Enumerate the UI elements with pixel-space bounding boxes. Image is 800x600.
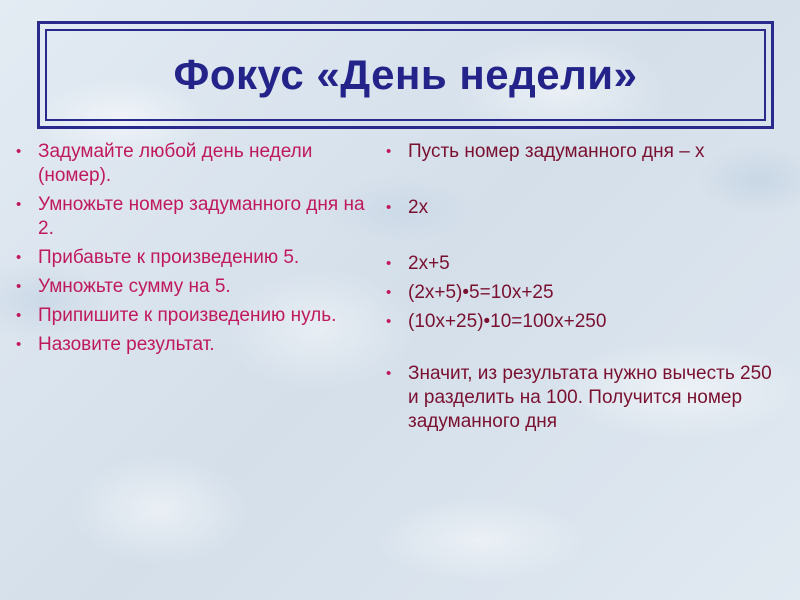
instruction-text: Умножьте номер задуманного дня на 2.: [38, 194, 365, 239]
solution-text: 2х+5: [408, 253, 450, 274]
solution-item: [384, 252, 784, 276]
bullet-icon: •: [16, 307, 22, 324]
bullet-icon: •: [386, 143, 392, 160]
instruction-item: [14, 140, 374, 188]
instruction-item: [14, 246, 374, 270]
bullet-icon: •: [386, 365, 392, 382]
bullet-icon: •: [16, 143, 22, 160]
bullet-icon: •: [386, 284, 392, 301]
solution-item: [384, 362, 784, 434]
instruction-text: Назовите результат.: [38, 334, 215, 355]
bullet-icon: •: [16, 249, 22, 266]
instruction-text: Прибавьте к произведению 5.: [38, 247, 300, 268]
instruction-item: [14, 304, 374, 328]
bullet-icon: •: [16, 196, 22, 213]
instruction-text: Задумайте любой день недели (номер).: [38, 141, 313, 186]
title-frame: [37, 21, 774, 129]
bullet-icon: •: [386, 313, 392, 330]
solution-item: [384, 140, 784, 164]
solution-text: (10х+25)•10=100х+250: [408, 311, 607, 332]
slide-title: Фокус «День недели»: [173, 51, 638, 98]
bullet-icon: •: [16, 336, 22, 353]
bullet-icon: •: [16, 278, 22, 295]
solution-text: Пусть номер задуманного дня – х: [408, 141, 705, 162]
solution-text: (2х+5)•5=10х+25: [408, 282, 554, 303]
solution-item: [384, 196, 784, 220]
instruction-item: [14, 193, 374, 241]
solution-text: 2х: [408, 197, 429, 218]
solution-item: [384, 281, 784, 305]
solution-text: Значит, из результата нужно вычесть 250 и разделить на 100. Получится номер задуманного дня: [408, 363, 772, 432]
title-inner-frame: [45, 29, 766, 121]
instructions-list: [14, 140, 374, 362]
instruction-item: [14, 275, 374, 299]
instruction-text: Припишите к произведению нуль.: [38, 305, 337, 326]
bullet-icon: •: [386, 199, 392, 216]
bullet-icon: •: [386, 255, 392, 272]
solution-list: [384, 140, 784, 439]
solution-item: [384, 310, 784, 334]
instruction-text: Умножьте сумму на 5.: [38, 276, 231, 297]
instruction-item: [14, 333, 374, 357]
